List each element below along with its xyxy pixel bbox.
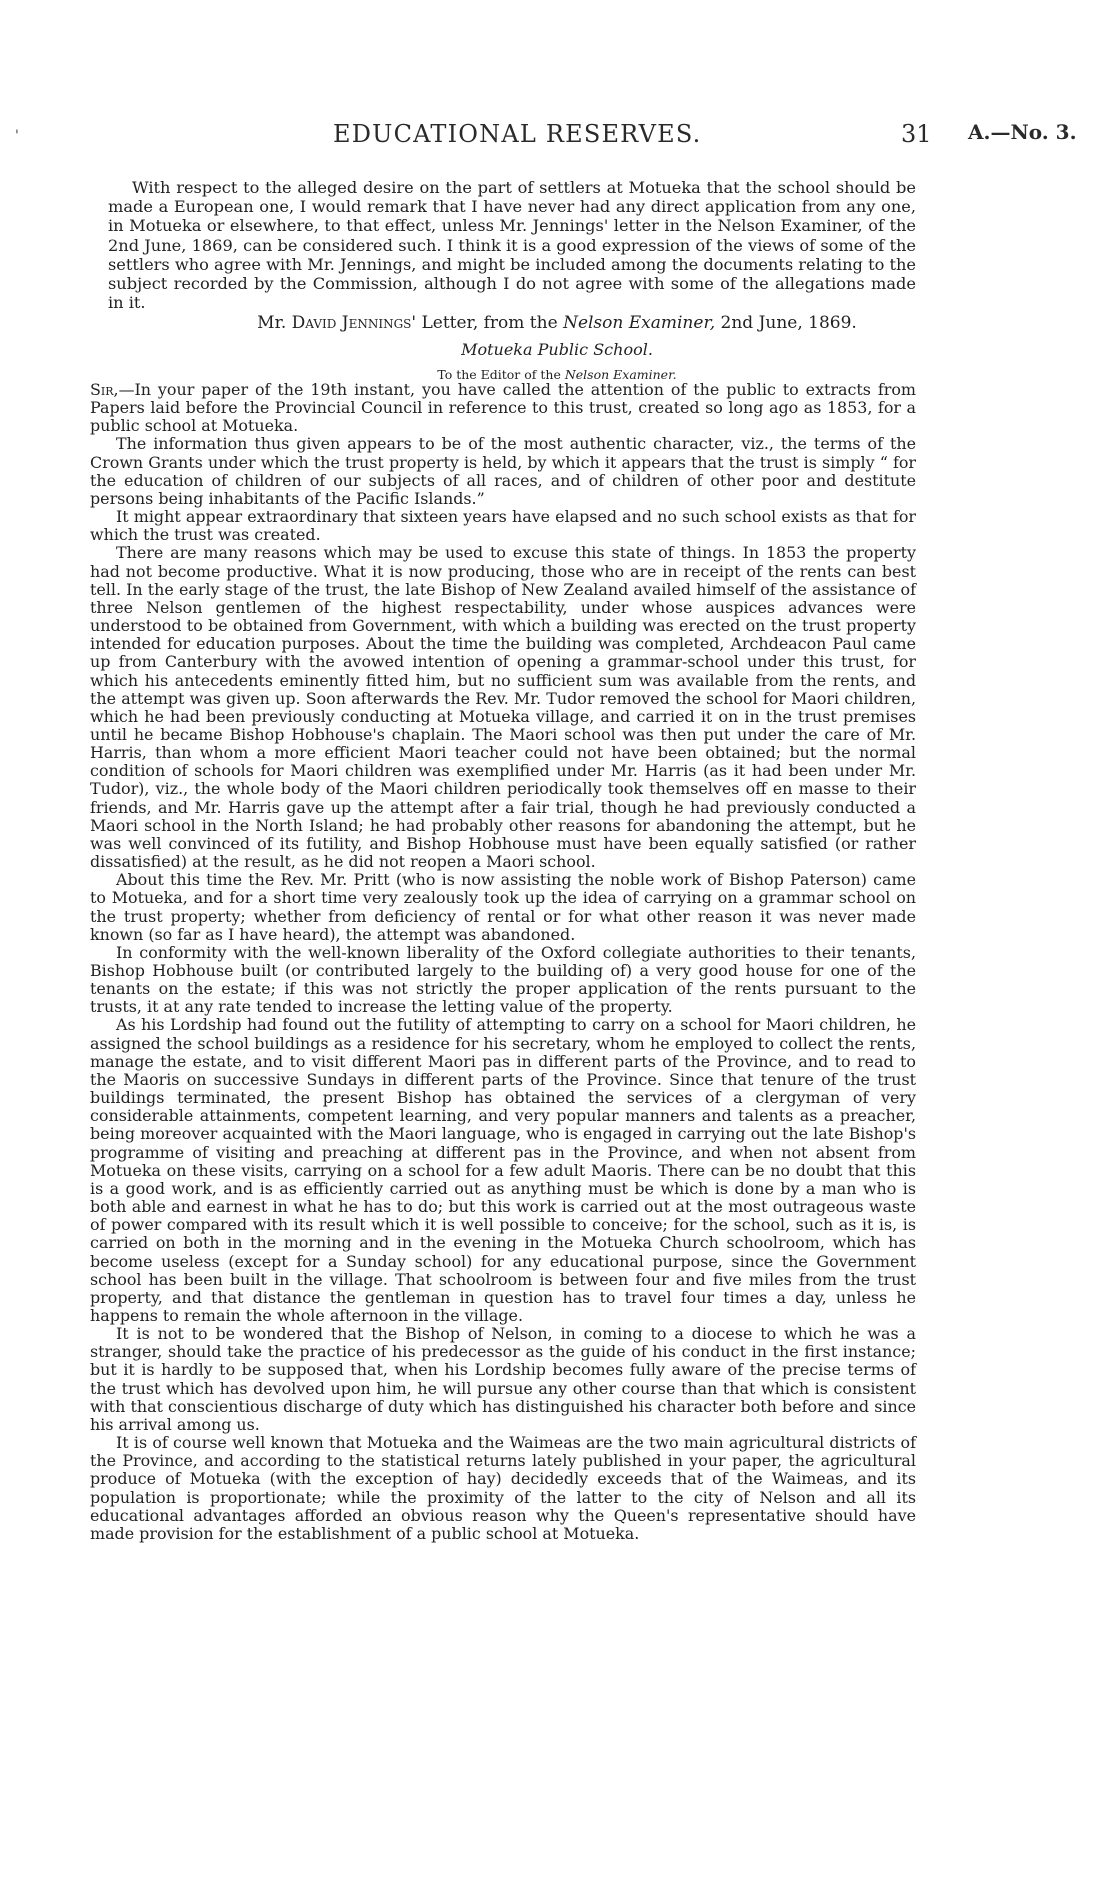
paragraph-text: —In your paper of the 19th instant, you have called the attention of the public to extracts from Papers laid before the Provincial Council in reference to this trust, created so long ago as 1853, for a public school at Motueka. xyxy=(90,380,916,436)
page-header xyxy=(0,120,1114,156)
body-paragraph: There are many reasons which may be used to excuse this state of things. In 1853 the property had not become productive. What it is now producing, those who are in receipt of the rents can best tell. In the early stage of the trust, the late Bishop of New Zealand availed himself of the assistance of three Nelson gentlemen of the highest respectability, under whose auspices advances were understood to be obtained from Government, with which a building was erected on the trust property intended for education purposes. About the time the building was completed, Archdeacon Paul came up from Canterbury with the avowed intention of opening a grammar-school under this trust, for which his antecedents eminently fitted him, but no sufficient sum was available from the rents, and the attempt was given up. Soon afterwards the Rev. Mr. Tudor removed the school for Maori children, which he had been previously conducting at Motueka village, and carried it on in the trust premises until he became Bishop Hobhouse's chaplain. The Maori school was then put under the care of Mr. Harris, than whom a more efficient Maori teacher could not have been obtained; but the normal condition of schools for Maori children was exemplified under Mr. Harris (as it had been under Mr. Tudor), viz., the whole body of the Maori children periodically took themselves off en masse to their friends, and Mr. Harris gave up the attempt after a fair trial, though he had previously conducted a Maori school in the North Island; he had probably other reasons for abandoning the attempt, but he was well convinced of its futility, and Bishop Hobhouse must have been equally satisfied (or rather dissatisfied) at the result, as he did not reopen a Maori school. xyxy=(90,543,916,872)
letter-subtitle: Motueka Public School. xyxy=(461,340,653,359)
body-paragraph xyxy=(90,381,916,435)
page-number: 31 xyxy=(901,120,932,148)
body-paragraph: It is not to be wondered that the Bishop of Nelson, in coming to a diocese to which he was a stranger, should take the practice of his predecessor as the guide of his conduct in the first instance; but it is hardly to be supposed that, when his Lordship becomes fully aware of the precise terms of the trust which has devolved upon him, he will pursue any other course than that which is consistent with that conscientious discharge of duty which has distinguished his character both before and since his arrival among us. xyxy=(90,1324,916,1434)
addressee-prefix: To the Editor of the xyxy=(437,367,561,382)
margin-mark: ' xyxy=(15,128,19,144)
addressee-paper: Nelson Examiner. xyxy=(564,367,677,382)
heading-author: David Jennings' xyxy=(291,313,417,333)
letter-body xyxy=(90,381,916,1543)
body-paragraph: As his Lordship had found out the futility of attempting to carry on a school for Maori children, he assigned the school buildings as a residence for his secretary, whom he employed to collect the rents, manage the estate, and to visit different Maori pas in different parts of the Province, and to read to the Maoris on successive Sundays in different parts of the Province. Since that tenure of the trust buildings terminated, the present Bishop has obtained the services of a clergyman of very considerable attainments, competent learning, and very popular manners and talents as a preacher, being moreover acquainted with the Maori language, who is engaged in carrying out the late Bishop's programme of visiting and preaching at different pas in the Province, and when not absent from Motueka on these visits, carrying on a school for a few adult Maoris. There can be no doubt that this is a good work, and is as efficiently carried out as anything must be which is done by a man who is both able and earnest in what he has to do; but this work is carried out at the most outrageous waste of power compared with its result which it is well possible to conceive; for the school, such as it is, is carried on both in the morning and in the evening in the Motueka Church schoolroom, which has become useless (except for a Sunday school) for any educational purpose, since the Government school has been built in the village. That schoolroom is between four and five miles from the trust property, and that distance the gentleman in question has to travel four times a day, unless he happens to remain the whole afternoon in the village. xyxy=(90,1015,916,1325)
letter-heading xyxy=(0,313,1114,333)
heading-date: 2nd June, 1869. xyxy=(720,313,857,333)
body-paragraph: It might appear extraordinary that sixteen years have elapsed and no such school exists as that for which the trust was created. xyxy=(90,507,916,545)
document-reference: A.—No. 3. xyxy=(968,120,1077,144)
body-paragraph: It is of course well known that Motueka and the Waimeas are the two main agricultural districts of the Province, and according to the statistical returns lately published in your paper, the agricultural produce of Motueka (with the exception of hay) decidedly exceeds that of the Waimeas, and its population is proportionate; while the proximity of the latter to the city of Nelson and all its educational advantages afforded an obvious reason why the Queen's representative should have made provision for the establishment of a public school at Motueka. xyxy=(90,1433,916,1543)
body-paragraph: About this time the Rev. Mr. Pritt (who is now assisting the noble work of Bishop Paterson) came to Motueka, and for a short time very zealously took up the idea of carrying on a grammar school on the trust property; whether from deficiency of rental or for what other reason it was never made known (so far as I have heard), the attempt was abandoned. xyxy=(90,870,916,944)
running-title: EDUCATIONAL RESERVES. xyxy=(333,120,702,148)
body-paragraph: In conformity with the well-known liberality of the Oxford collegiate authorities to their tenants, Bishop Hobhouse built (or contributed largely to the building of) a very good house for one of the tenants on the estate; if this was not strictly the proper application of the rents pursuant to the trusts, it at any rate tended to increase the letting value of the property. xyxy=(90,942,916,1017)
heading-paper: Nelson Examiner, xyxy=(563,313,716,333)
heading-prefix: Mr. xyxy=(257,313,287,333)
body-paragraph: The information thus given appears to be of the most authentic character, viz., the terms of the Crown Grants under which the trust property is held, by which it appears that the trust is simply “ for the education of children of our subjects of all races, and of children of other poor and destitute persons being inhabitants of the Pacific Islands.” xyxy=(90,434,916,508)
salutation: Sir, xyxy=(90,380,119,399)
intro-paragraph: With respect to the alleged desire on the part of settlers at Motueka that the school should be made a European one, I would remark that I have never had any direct application from any one, in Motueka or elsewhere, to that effect, unless Mr. Jennings' letter in the Nelson Examiner, of the 2nd June, 1869, can be considered such. I think it is a good expression of the views of some of the settlers who agree with Mr. Jennings, and might be included among the documents relating to the subject recorded by the Commission, although I do not agree with some of the allegations made in it. xyxy=(108,178,916,313)
heading-middle: Letter, from the xyxy=(421,313,558,333)
